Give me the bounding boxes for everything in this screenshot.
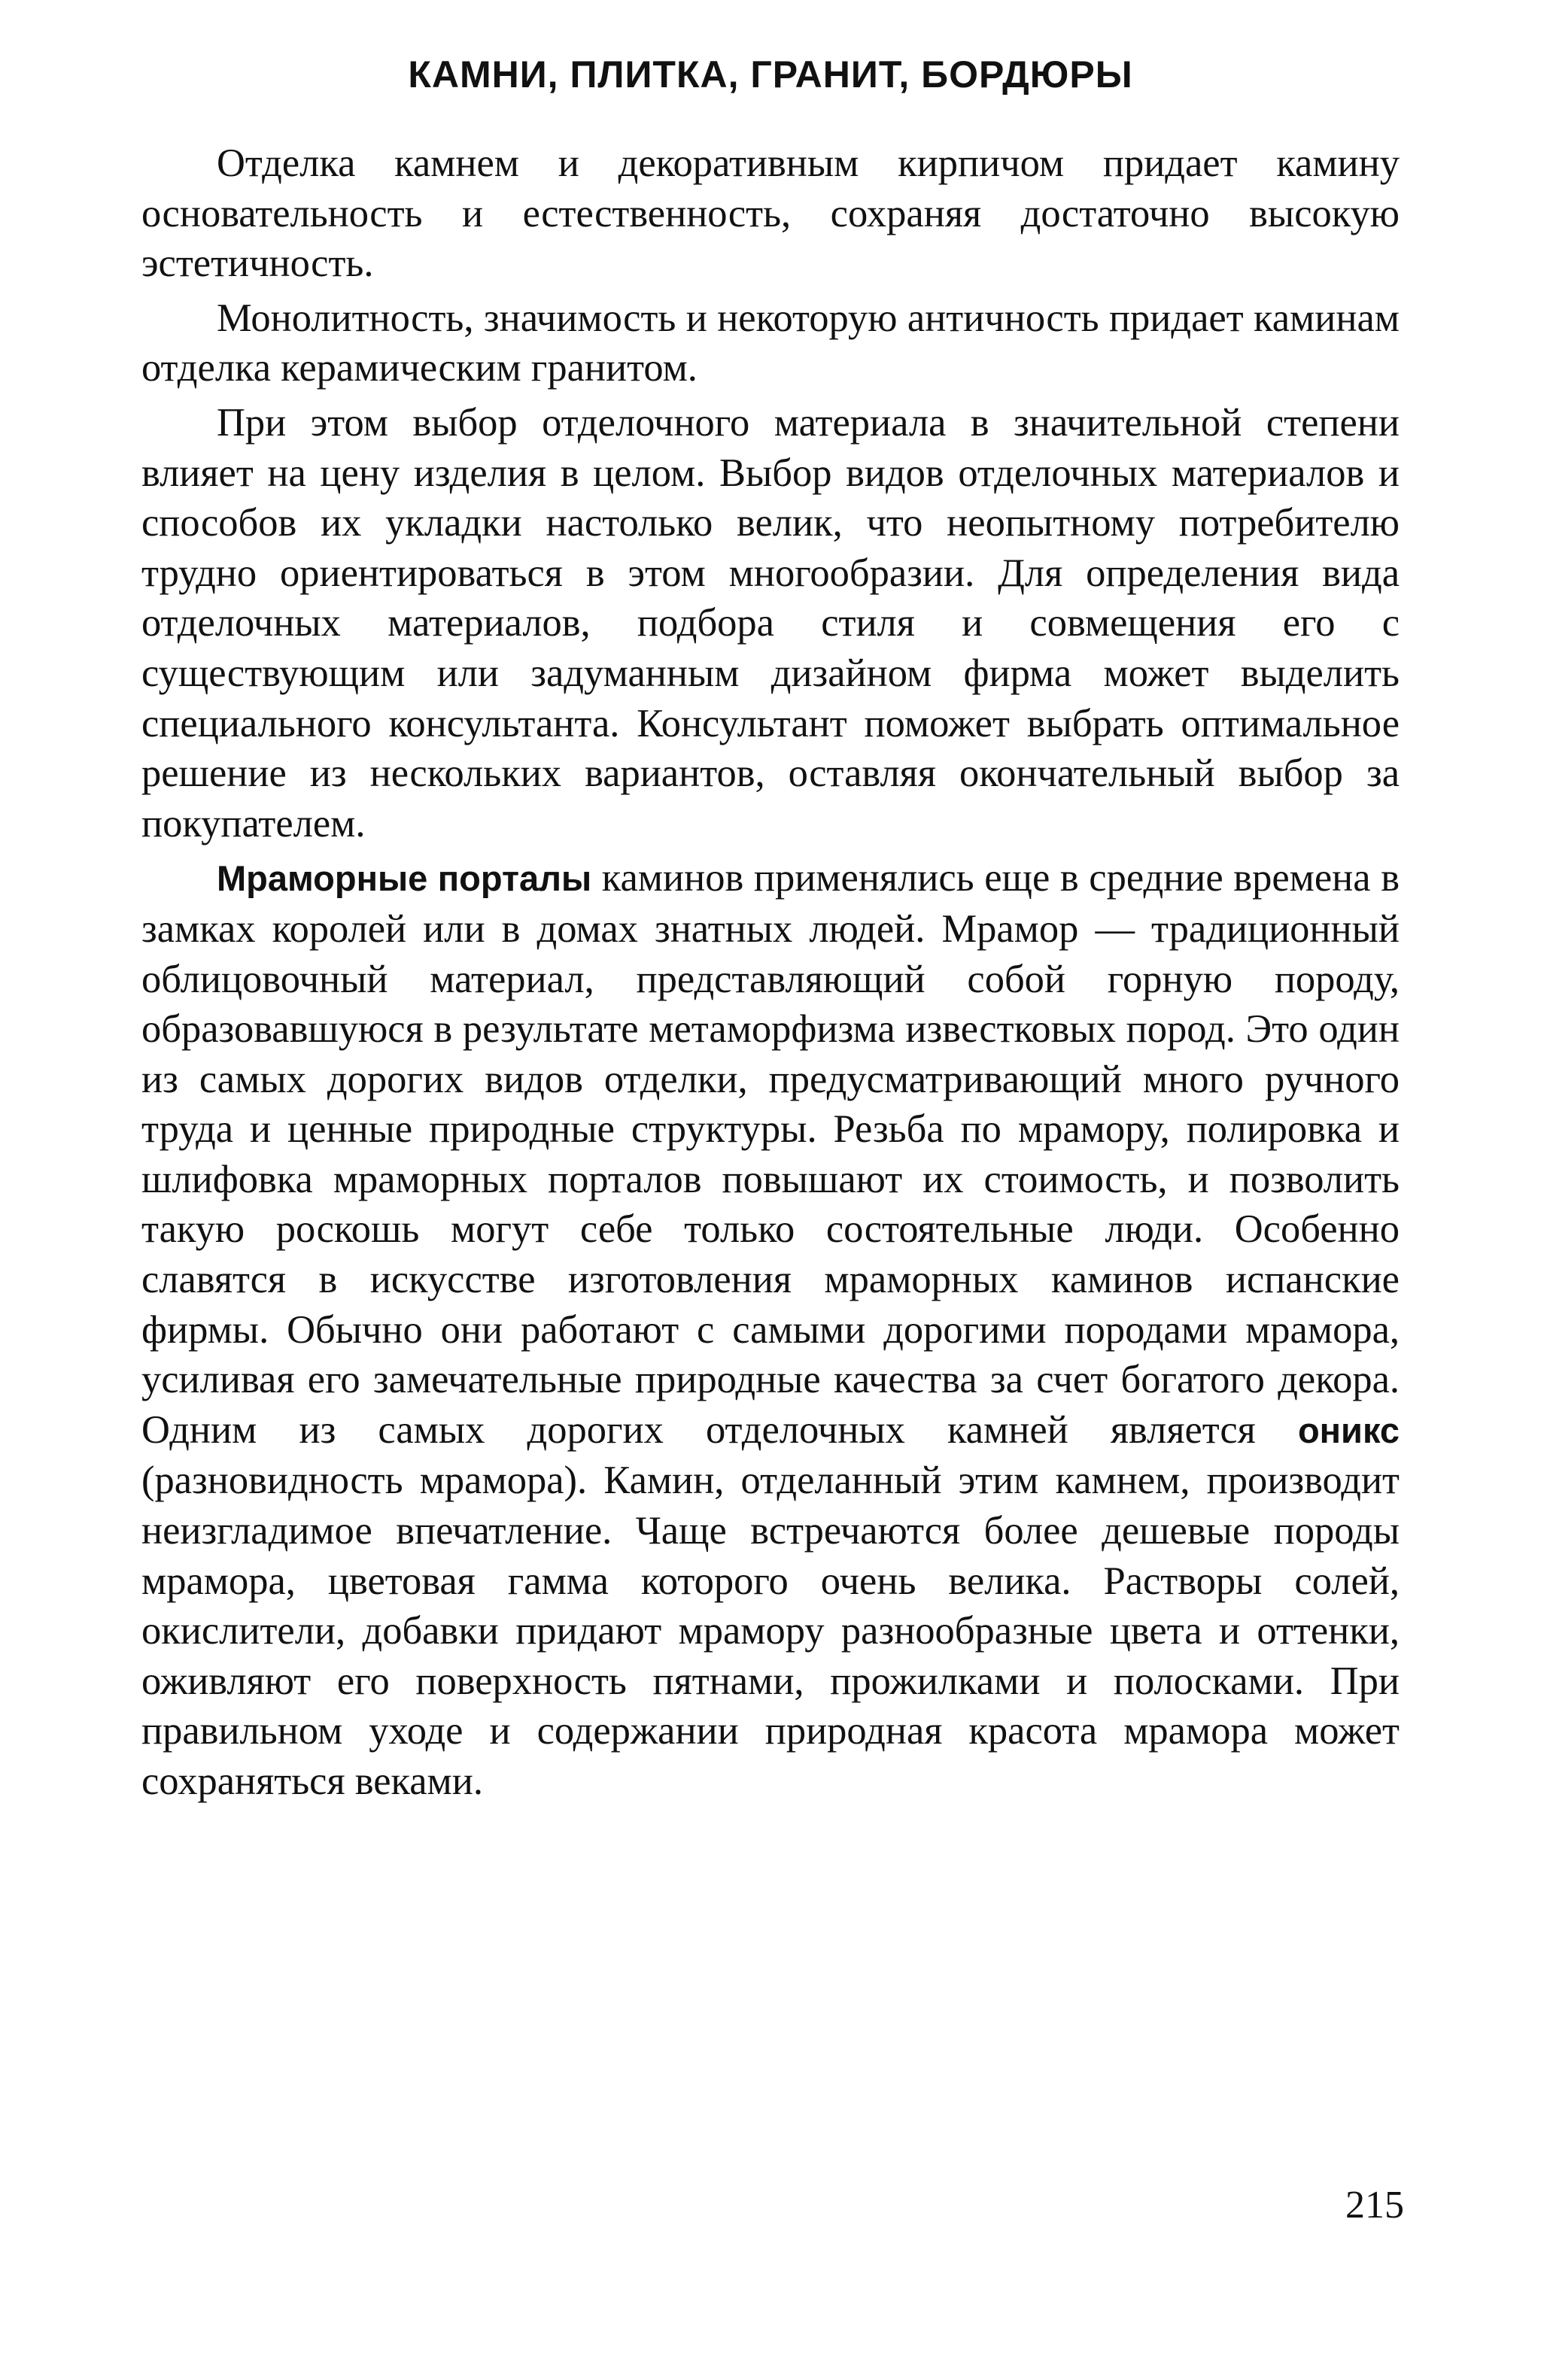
marble-text-part-1: каминов применялись еще в средние времена в замках королей или в домах знатных людей. Мрамор — традиционный облицовочный материал, представляющий собой горную породу, образовавшуюся в результате метаморфизма известковых пород. Это один из самых дорогих видов отделки, предусматривающий много ручного труда и ценные природные структуры. Резьба по мрамору, полировка и шлифовка мраморных порталов повышают их стоимость, и позволить такую роскошь могут себе только состоятельные люди. Особенно славятся в искусстве изготовления мраморных каминов испанские фирмы. Обычно они работают с самыми дорогими породами мрамора, усиливая его замечательные природные качества за счет богатого декора. Одним из самых дорогих отделочных камней является — [141, 856, 1400, 1452]
page-number: 215 — [1345, 2184, 1404, 2227]
paragraph-marble-portals — [141, 853, 1400, 1806]
paragraph-stone-finish: Отделка камнем и декоративным кирпичом придает камину основательность и естественность, сохраняя достаточно высокую эстетичность. — [141, 141, 1400, 286]
paragraph-material-choice: При этом выбор отделочного материала в значительной степени влияет на цену изделия в целом. Выбор видов отделочных материалов и способов их укладки настолько велик, что неопытному потребителю трудно ориентироваться в этом многообразии. Для определения вида отделочных материалов, подбора стиля и совмещения его с существующим или задуманным дизайном фирма может выделить специального консультанта. Консультант поможет выбрать оптимальное решение из нескольких вариантов, оставляя окончательный выбор за покупателем. — [141, 400, 1400, 845]
marble-text-part-2: (разновидность мрамора). Камин, отделанный этим камнем, производит неизгладимое впечатление. Чаще встречаются более дешевые породы мрамора, цветовая гамма которого очень велика. Растворы солей, окислители, добавки придают мрамору разнообразные цвета и оттенки, оживляют его поверхность пятнами, прожилками и полосками. При правильном уходе и содержании природная красота мрамора может сохраняться веками. — [141, 1459, 1400, 1803]
page-heading: КАМНИ, ПЛИТКА, ГРАНИТ, БОРДЮРЫ — [408, 53, 1133, 96]
paragraph-ceramic-granite: Монолитность, значимость и некоторую античность придает каминам отделка керамическим гранитом. — [141, 296, 1400, 390]
term-marble-portals: Мраморные порталы — [217, 858, 592, 899]
term-onyx: оникс — [1297, 1410, 1400, 1450]
book-page — [141, 53, 1400, 1811]
